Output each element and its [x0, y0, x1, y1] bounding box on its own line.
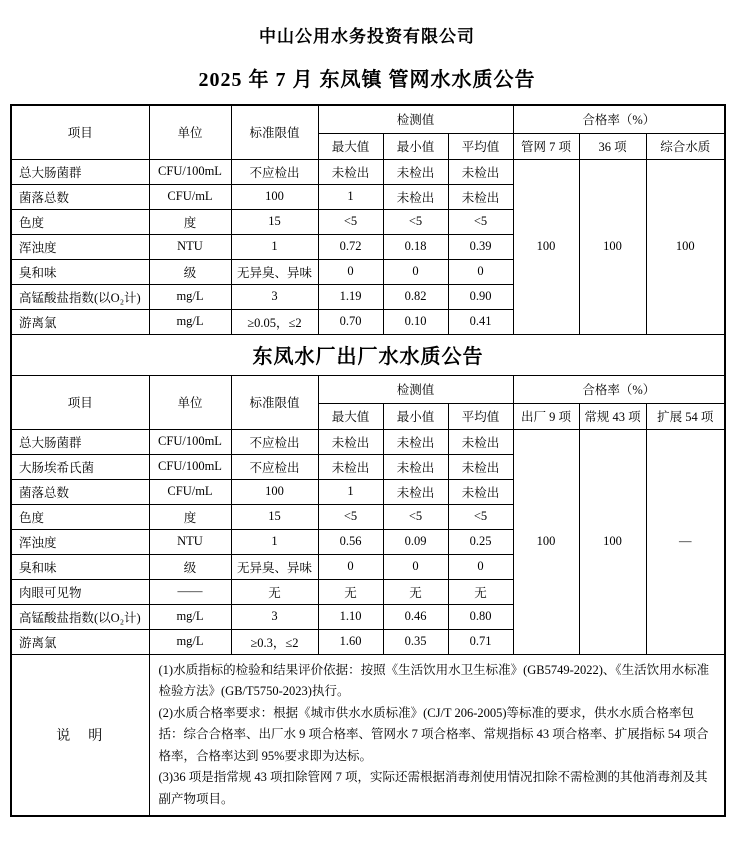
cell-min: 0.35 [383, 629, 448, 654]
col-header-detection-group: 检测值 [318, 375, 513, 403]
network-header-row-1 [11, 105, 725, 133]
cell-limit: ≥0.3，≤2 [231, 629, 318, 654]
cell-unit: CFU/mL [149, 184, 231, 209]
cell-item: 总大肠菌群 [11, 159, 149, 184]
cell-unit: mg/L [149, 604, 231, 629]
cell-limit: 不应检出 [231, 429, 318, 454]
cell-limit: 1 [231, 529, 318, 554]
cell-item: 游离氯 [11, 629, 149, 654]
cell-item: 色度 [11, 504, 149, 529]
cell-pass-rate-network: 100 [513, 159, 579, 334]
cell-max: 0.72 [318, 234, 383, 259]
cell-item: 浑浊度 [11, 234, 149, 259]
cell-max: 0 [318, 554, 383, 579]
water-quality-table [10, 104, 726, 817]
col-header-item: 项目 [11, 375, 149, 429]
cell-avg: 0 [448, 554, 513, 579]
cell-min: 0.82 [383, 284, 448, 309]
cell-min: 未检出 [383, 429, 448, 454]
plant-title-row [11, 334, 725, 375]
cell-limit: 3 [231, 284, 318, 309]
cell-item: 浑浊度 [11, 529, 149, 554]
plant-report-title: 东凤水厂出厂水水质公告 [11, 334, 725, 375]
cell-min: 无 [383, 579, 448, 604]
cell-avg: 0.71 [448, 629, 513, 654]
cell-min: <5 [383, 504, 448, 529]
cell-limit: 1 [231, 234, 318, 259]
cell-unit: 度 [149, 504, 231, 529]
cell-item: 高锰酸盐指数(以O₂计) [11, 604, 149, 629]
cell-max: 1.10 [318, 604, 383, 629]
cell-max: 1 [318, 184, 383, 209]
cell-min: 未检出 [383, 159, 448, 184]
cell-avg: <5 [448, 209, 513, 234]
notes-row [11, 654, 725, 816]
note-line-3: (3)36 项是指常规 43 项扣除管网 7 项，实际还需根据消毒剂使用情况扣除不需检测的其他消毒剂及其副产物项目。 [158, 770, 708, 806]
cell-avg: 0.90 [448, 284, 513, 309]
cell-limit: 100 [231, 184, 318, 209]
cell-unit: mg/L [149, 309, 231, 334]
company-title: 中山公用水务投资有限公司 [259, 27, 475, 46]
cell-unit: NTU [149, 234, 231, 259]
cell-min: <5 [383, 209, 448, 234]
cell-max: 1.60 [318, 629, 383, 654]
col-header-limit: 标准限值 [231, 375, 318, 429]
cell-max: 1.19 [318, 284, 383, 309]
col-header-max: 最大值 [318, 403, 383, 429]
cell-limit: 15 [231, 209, 318, 234]
cell-unit: CFU/100mL [149, 159, 231, 184]
cell-max: 无 [318, 579, 383, 604]
cell-pass-rate-comprehensive: 100 [646, 159, 725, 334]
cell-item: 肉眼可见物 [11, 579, 149, 604]
col-header-pass-group: 合格率（%） [513, 105, 725, 133]
col-header-routine-43: 常规 43 项 [579, 403, 646, 429]
cell-item: 大肠埃希氏菌 [11, 454, 149, 479]
cell-avg: 无 [448, 579, 513, 604]
cell-limit: 无异臭、异味 [231, 259, 318, 284]
col-header-36: 36 项 [579, 133, 646, 159]
table-row [11, 429, 725, 454]
cell-limit: 3 [231, 604, 318, 629]
cell-pass-rate-extended: — [646, 429, 725, 654]
cell-max: 0 [318, 259, 383, 284]
col-header-unit: 单位 [149, 105, 231, 159]
cell-unit: —— [149, 579, 231, 604]
cell-max: <5 [318, 504, 383, 529]
cell-max: 0.70 [318, 309, 383, 334]
cell-unit: 级 [149, 259, 231, 284]
cell-min: 0 [383, 259, 448, 284]
cell-unit: 级 [149, 554, 231, 579]
cell-unit: mg/L [149, 629, 231, 654]
cell-limit: 无 [231, 579, 318, 604]
cell-item: 臭和味 [11, 259, 149, 284]
col-header-avg: 平均值 [448, 403, 513, 429]
report-title: 2025 年 7 月 东凤镇 管网水水质公告 [198, 69, 536, 91]
cell-min: 0.46 [383, 604, 448, 629]
cell-max: 1 [318, 479, 383, 504]
col-header-pass-group: 合格率（%） [513, 375, 725, 403]
note-line-2: (2)水质合格率要求：根据《城市供水水质标准》(CJ/T 206-2005)等标准的要求，供水水质合格率包括：综合合格率、出厂水 9 项合格率、管网水 7 项合格率、常规指标 43 项合格率、扩展指标 54 项合格率，合格率达到 95%要求即为达标。 [158, 705, 709, 763]
cell-min: 0.09 [383, 529, 448, 554]
cell-item: 臭和味 [11, 554, 149, 579]
cell-min: 未检出 [383, 454, 448, 479]
col-header-extended-54: 扩展 54 项 [646, 403, 725, 429]
cell-avg: 未检出 [448, 454, 513, 479]
cell-item: 高锰酸盐指数(以O₂计) [11, 284, 149, 309]
col-header-min: 最小值 [383, 403, 448, 429]
cell-limit: 无异臭、异味 [231, 554, 318, 579]
cell-item: 总大肠菌群 [11, 429, 149, 454]
cell-unit: NTU [149, 529, 231, 554]
cell-limit: 15 [231, 504, 318, 529]
notes-label: 说 明 [11, 654, 149, 816]
col-header-max: 最大值 [318, 133, 383, 159]
cell-min: 0.10 [383, 309, 448, 334]
col-header-plant-9: 出厂 9 项 [513, 403, 579, 429]
cell-avg: 0.25 [448, 529, 513, 554]
cell-unit: CFU/mL [149, 479, 231, 504]
cell-limit: 不应检出 [231, 454, 318, 479]
col-header-item: 项目 [11, 105, 149, 159]
notes-text [149, 654, 725, 816]
cell-avg: 未检出 [448, 429, 513, 454]
col-header-avg: 平均值 [448, 133, 513, 159]
cell-min: 未检出 [383, 184, 448, 209]
note-line-1: (1)水质指标的检验和结果评价依据：按照《生活饮用水卫生标准》(GB5749-2022)、《生活饮用水标准检验方法》(GB/T5750-2023)执行。 [158, 662, 710, 698]
cell-unit: mg/L [149, 284, 231, 309]
cell-item: 游离氯 [11, 309, 149, 334]
cell-avg: 0.39 [448, 234, 513, 259]
col-header-comprehensive: 综合水质 [646, 133, 725, 159]
cell-item: 菌落总数 [11, 184, 149, 209]
cell-pass-rate-routine: 100 [579, 429, 646, 654]
col-header-detection-group: 检测值 [318, 105, 513, 133]
cell-avg: 未检出 [448, 479, 513, 504]
cell-limit: 100 [231, 479, 318, 504]
col-header-network-7: 管网 7 项 [513, 133, 579, 159]
cell-limit: 不应检出 [231, 159, 318, 184]
cell-avg: 0.80 [448, 604, 513, 629]
cell-avg: 0.41 [448, 309, 513, 334]
col-header-limit: 标准限值 [231, 105, 318, 159]
plant-header-row-1 [11, 375, 725, 403]
cell-min: 未检出 [383, 479, 448, 504]
cell-avg: 未检出 [448, 184, 513, 209]
cell-pass-rate-plant: 100 [513, 429, 579, 654]
col-header-min: 最小值 [383, 133, 448, 159]
col-header-unit: 单位 [149, 375, 231, 429]
cell-max: 0.56 [318, 529, 383, 554]
cell-limit: ≥0.05，≤2 [231, 309, 318, 334]
cell-max: 未检出 [318, 159, 383, 184]
cell-item: 色度 [11, 209, 149, 234]
cell-unit: CFU/100mL [149, 454, 231, 479]
cell-pass-rate-36: 100 [579, 159, 646, 334]
cell-avg: 未检出 [448, 159, 513, 184]
table-row [11, 159, 725, 184]
cell-unit: CFU/100mL [149, 429, 231, 454]
cell-max: <5 [318, 209, 383, 234]
cell-avg: <5 [448, 504, 513, 529]
cell-min: 0 [383, 554, 448, 579]
cell-item: 菌落总数 [11, 479, 149, 504]
cell-min: 0.18 [383, 234, 448, 259]
cell-max: 未检出 [318, 429, 383, 454]
cell-avg: 0 [448, 259, 513, 284]
cell-max: 未检出 [318, 454, 383, 479]
cell-unit: 度 [149, 209, 231, 234]
